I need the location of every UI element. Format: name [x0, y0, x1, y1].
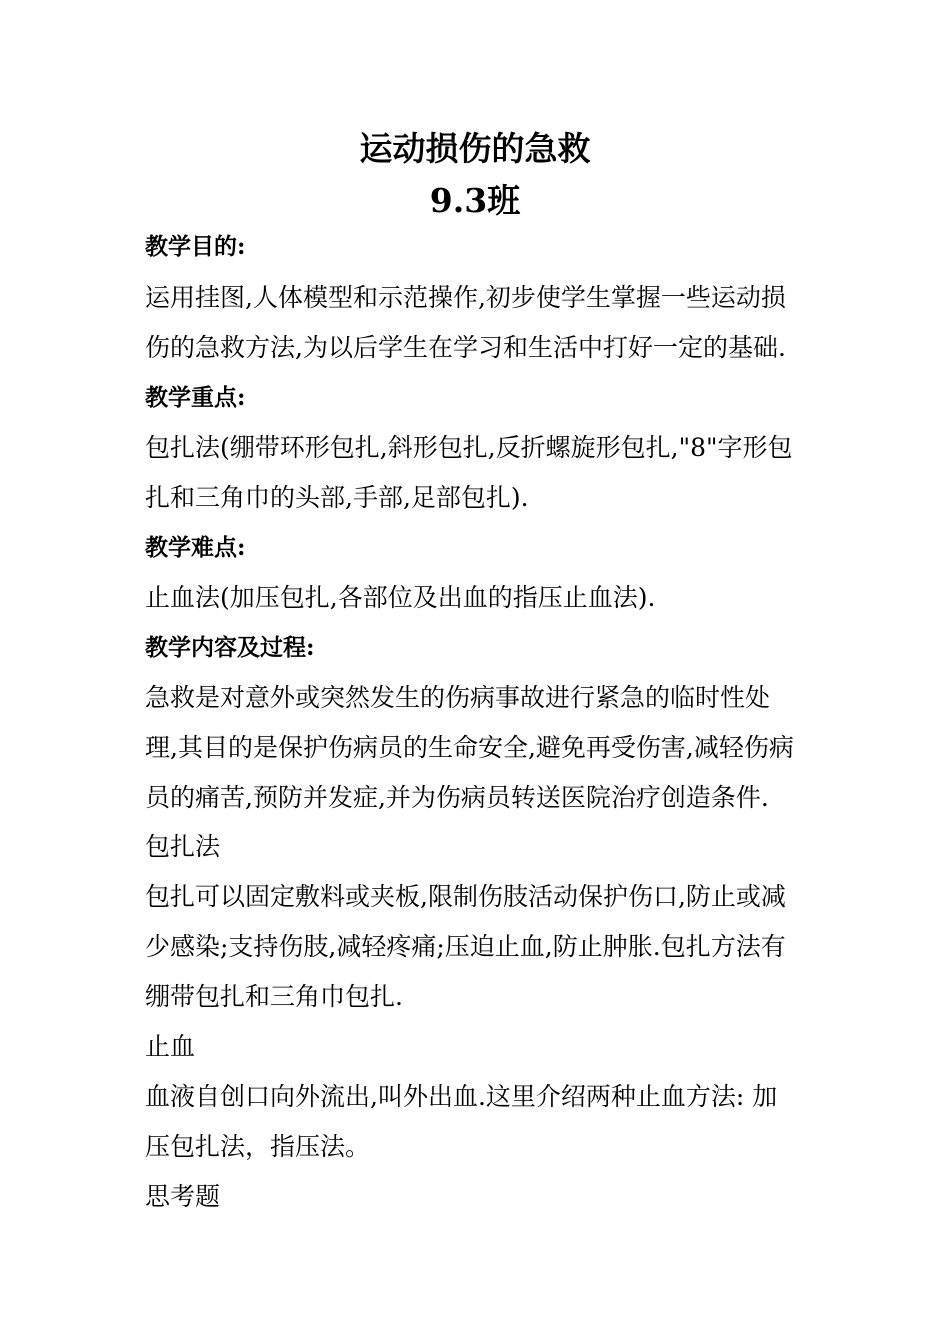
paragraph-line: 运用挂图,人体模型和示范操作,初步使学生掌握一些运动损: [145, 283, 786, 312]
subsection-label-bandaging: 包扎法: [145, 832, 221, 861]
paragraph-line: 血液自创口向外流出,叫外出血.这里介绍两种止血方法: 加: [145, 1082, 778, 1111]
document-subtitle: 9.3班: [429, 181, 521, 220]
section-heading-difficulties: 教学难点:: [145, 534, 246, 561]
paragraph-line: 压包扎法，指压法。: [145, 1132, 371, 1161]
document-title: 运动损伤的急救: [359, 129, 591, 168]
subsection-label-hemostasis: 止血: [145, 1032, 196, 1061]
section-heading-key-points: 教学重点:: [145, 384, 246, 411]
paragraph-line: 止血法(加压包扎,各部位及出血的指压止血法).: [145, 583, 656, 612]
subsection-label-questions: 思考题: [145, 1182, 221, 1211]
section-heading-objective: 教学目的:: [145, 233, 246, 260]
paragraph-line: 绷带包扎和三角巾包扎.: [145, 982, 403, 1011]
paragraph-line: 扎和三角巾的头部,手部,足部包扎).: [145, 483, 529, 512]
paragraph-line: 包扎可以固定敷料或夹板,限制伤肢活动保护伤口,防止或减: [145, 882, 786, 911]
paragraph-line: 包扎法(绷带环形包扎,斜形包扎,反折螺旋形包扎,"8"字形包: [145, 433, 793, 462]
paragraph-line: 伤的急救方法,为以后学生在学习和生活中打好一定的基础.: [145, 333, 786, 362]
paragraph-line: 员的痛苦,预防并发症,并为伤病员转送医院治疗创造条件.: [145, 783, 769, 812]
paragraph-line: 理,其目的是保护伤病员的生命安全,避免再受伤害,减轻伤病: [145, 733, 794, 762]
paragraph-line: 少感染;支持伤肢,减轻疼痛;压迫止血,防止肿胀.包扎方法有: [145, 932, 786, 961]
paragraph-line: 急救是对意外或突然发生的伤病事故进行紧急的临时性处: [145, 683, 771, 712]
section-heading-content-process: 教学内容及过程:: [145, 634, 315, 661]
